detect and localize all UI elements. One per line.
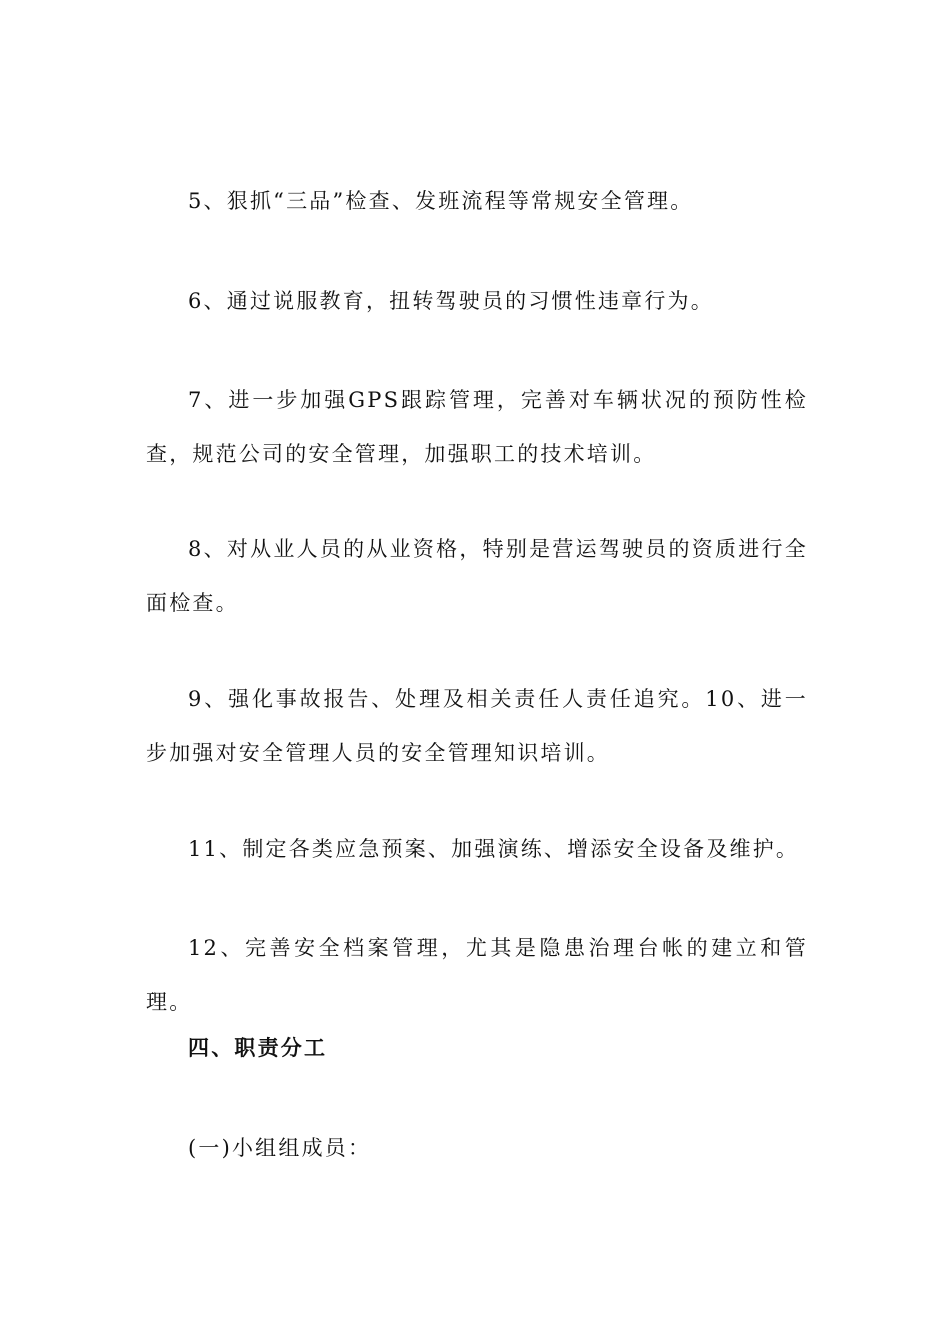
subsection-heading: (一)小组组成员： bbox=[188, 1136, 372, 1160]
section-heading: 四、职责分工 bbox=[188, 1035, 328, 1060]
paragraph-item-7: 7、进一步加强GPS跟踪管理，完善对车辆状况的预防性检查，规范公司的安全管理，加强职工的技术培训。 bbox=[146, 388, 808, 466]
paragraph-item-5: 5、狠抓“三品”检查、发班流程等常规安全管理。 bbox=[188, 189, 694, 213]
paragraph-item-9-10: 9、强化事故报告、处理及相关责任人责任追究。10、进一步加强对安全管理人员的安全管理知识培训。 bbox=[146, 687, 808, 765]
paragraph-item-8: 8、对从业人员的从业资格，特别是营运驾驶员的资质进行全面检查。 bbox=[146, 537, 808, 615]
paragraph-item-11: 11、制定各类应急预案、加强演练、增添安全设备及维护。 bbox=[188, 837, 800, 861]
paragraph-item-12: 12、完善安全档案管理，尤其是隐患治理台帐的建立和管理。 bbox=[146, 936, 808, 1014]
paragraph-item-6: 6、通过说服教育，扭转驾驶员的习惯性违章行为。 bbox=[188, 289, 714, 313]
